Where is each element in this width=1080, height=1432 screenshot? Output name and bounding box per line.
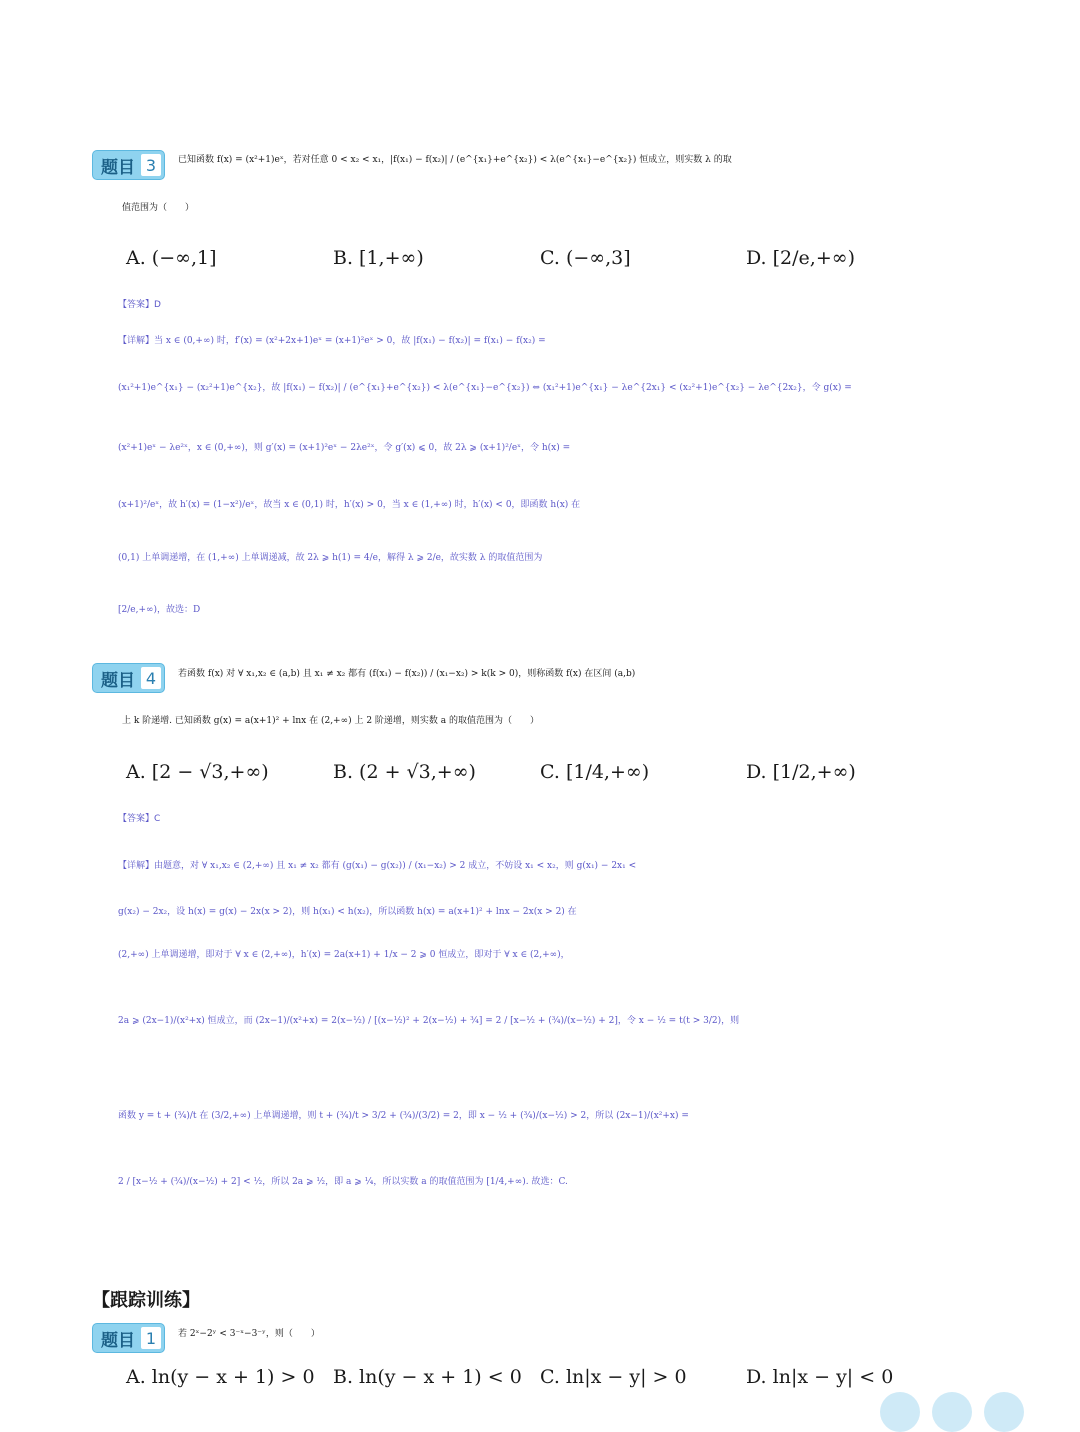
problem-3-text: 已知函数 f(x) = (x²+1)eˣ，若对任意 0 < x₂ < x₁，|f(x₁) − f(x₂)| / (e^{x₁}+e^{x₂}) < λ(e^{x₁}−e^{x₂}) 恒成立，则实数 λ 的取 — [178, 155, 732, 165]
option-a: A. [2 − √3,+∞) — [126, 761, 269, 783]
option-d: D. [1/2,+∞) — [746, 761, 856, 783]
option-c: C. ln|x − y| > 0 — [540, 1366, 687, 1388]
badge-number: 4 — [141, 667, 161, 689]
detail-line: [2/e,+∞)，故选：D — [118, 605, 201, 615]
answer: 【答案】D — [118, 300, 161, 310]
option-d: D. [2/e,+∞) — [746, 247, 855, 269]
badge-number: 3 — [141, 154, 161, 176]
detail-line: (x²+1)eˣ − λe²ˣ，x ∈ (0,+∞)，则 g′(x) = (x+1)²eˣ − 2λe²ˣ，令 g′(x) ⩽ 0，故 2λ ⩾ (x+1)²/eˣ，令 h(x) = — [118, 443, 571, 453]
detail-line: (x+1)²/eˣ，故 h′(x) = (1−x²)/eˣ，故当 x ∈ (0,1) 时，h′(x) > 0，当 x ∈ (1,+∞) 时，h′(x) < 0，即函数 h(x) 在 — [118, 500, 581, 510]
decorative-circle — [880, 1392, 920, 1432]
badge-label: 题目 — [101, 157, 135, 178]
problem-badge — [92, 150, 165, 180]
detail-line: 2a ⩾ (2x−1)/(x²+x) 恒成立，而 (2x−1)/(x²+x) = 2(x−½) / [(x−½)² + 2(x−½) + ¾] = 2 / [x−½ + (¾)/(x−½) + 2]，令 x − ½ = t(t > 3/2)，则 — [118, 1016, 740, 1026]
option-c: C. [1/4,+∞) — [540, 761, 650, 783]
answer: 【答案】C — [118, 814, 161, 824]
badge-number: 1 — [141, 1327, 161, 1349]
detail-line: 函数 y = t + (¾)/t 在 (3/2,+∞) 上单调递增，则 t + (¾)/t > 3/2 + (¾)/(3/2) = 2，即 x − ½ + (¾)/(x−½) > 2，所以 (2x−1)/(x²+x) = — [118, 1111, 689, 1121]
detail-line: (0,1) 上单调递增，在 (1,+∞) 上单调递减，故 2λ ⩾ h(1) = 4/e，解得 λ ⩾ 2/e，故实数 λ 的取值范围为 — [118, 553, 543, 563]
option-b: B. ln(y − x + 1) < 0 — [333, 1366, 522, 1388]
decorative-circle — [984, 1392, 1024, 1432]
detail-line: 【详解】由题意，对 ∀ x₁,x₂ ∈ (2,+∞) 且 x₁ ≠ x₂ 都有 (g(x₁) − g(x₂)) / (x₁−x₂) > 2 成立，不妨设 x₁ < x₂，则 g(x₁) − 2x₁ < — [118, 861, 637, 871]
problem-badge — [92, 1323, 165, 1353]
option-b: B. [1,+∞) — [333, 247, 424, 269]
decorative-circle — [932, 1392, 972, 1432]
problem-badge — [92, 663, 165, 693]
option-a: A. ln(y − x + 1) > 0 — [126, 1366, 315, 1388]
detail-line: (x₁²+1)e^{x₁} − (x₂²+1)e^{x₂}，故 |f(x₁) − f(x₂)| / (e^{x₁}+e^{x₂}) < λ(e^{x₁}−e^{x₂}) ⇔ (x₁²+1)e^{x₁} − λe^{2x₁} < (x₂²+1)e^{x₂} − λe^{2x₂}，令 g(x) = — [118, 383, 852, 393]
option-d: D. ln|x − y| < 0 — [746, 1366, 894, 1388]
option-a: A. (−∞,1] — [126, 247, 217, 269]
problem-4-text-cont: 上 k 阶递增. 已知函数 g(x) = a(x+1)² + lnx 在 (2,+∞) 上 2 阶递增，则实数 a 的取值范围为（ ） — [122, 716, 539, 726]
practice-1-text: 若 2ˣ−2ʸ < 3⁻ˣ−3⁻ʸ，则（ ） — [178, 1329, 320, 1339]
option-c: C. (−∞,3] — [540, 247, 631, 269]
badge-label: 题目 — [101, 1330, 135, 1351]
problem-4-text: 若函数 f(x) 对 ∀ x₁,x₂ ∈ (a,b) 且 x₁ ≠ x₂ 都有 (f(x₁) − f(x₂)) / (x₁−x₂) > k(k > 0)，则称函数 f(x) 在区间 (a,b) — [178, 669, 636, 679]
option-b: B. (2 + √3,+∞) — [333, 761, 476, 783]
problem-3-text-cont: 值范围为（ ） — [122, 203, 195, 213]
detail-line: g(x₂) − 2x₂，设 h(x) = g(x) − 2x(x > 2)，则 h(x₁) < h(x₂)，所以函数 h(x) = a(x+1)² + lnx − 2x(x > 2) 在 — [118, 907, 577, 917]
section-title: 【跟踪训练】 — [92, 1290, 200, 1311]
detail-line: (2,+∞) 上单调递增，即对于 ∀ x ∈ (2,+∞)，h′(x) = 2a(x+1) + 1/x − 2 ⩾ 0 恒成立，即对于 ∀ x ∈ (2,+∞)， — [118, 950, 570, 960]
badge-label: 题目 — [101, 670, 135, 691]
detail-line: 【详解】当 x ∈ (0,+∞) 时，f′(x) = (x²+2x+1)eˣ = (x+1)²eˣ > 0，故 |f(x₁) − f(x₂)| = f(x₁) − f(x₂) = — [118, 336, 546, 346]
detail-line: 2 / [x−½ + (¾)/(x−½) + 2] < ½，所以 2a ⩾ ½，即 a ⩾ ¼，所以实数 a 的取值范围为 [1/4,+∞). 故选：C. — [118, 1177, 568, 1187]
